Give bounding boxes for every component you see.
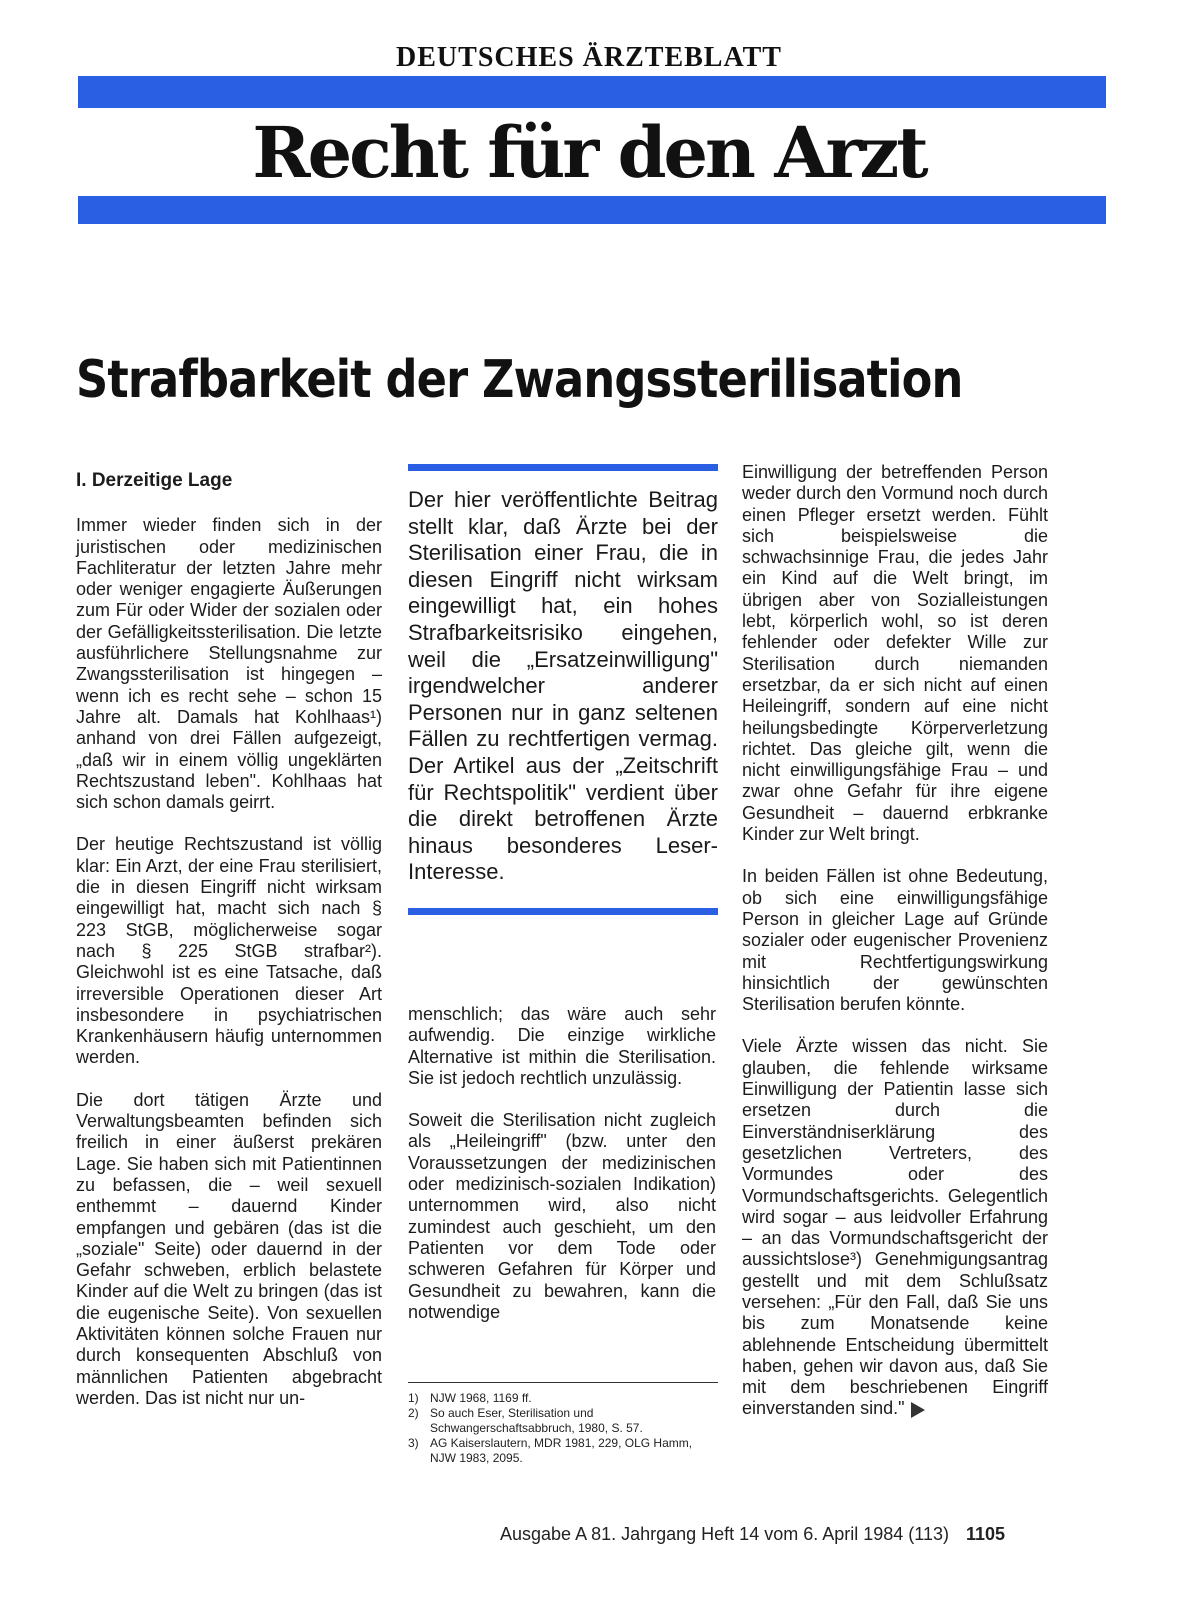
- page-number: 1105: [965, 1524, 1006, 1544]
- blurb-rule-top: [408, 464, 718, 471]
- footnote-text: AG Kaiserslautern, MDR 1981, 229, OLG Hamm, NJW 1983, 2095.: [430, 1436, 693, 1465]
- blue-band-top: [78, 76, 1106, 108]
- article-headline: Strafbarkeit der Zwangssterilisation: [76, 350, 963, 410]
- paragraph: Die dort tätigen Ärzte und Verwaltungsbeamten befinden sich freilich in einer äußerst prekären Lage. Sie haben sich mit Patientinnen zu befassen, die – weil sexuell enthemmt – dauernd Kinder empfangen und gebären (das ist die „soziale" Seite) oder dauernd in der Gefahr schweben, erblich belastete Kinder auf die Welt zu bringen (das ist die eugenische Seite). Von sexuellen Aktivitäten können solche Frauen nur durch konsequenten Abschluß von männlichen Patienten abgebracht werden. Das ist nicht nur un-: [76, 1089, 382, 1408]
- triangle-right-icon: [911, 1402, 925, 1418]
- footnote-number: 1): [408, 1391, 419, 1405]
- blurb-rule-bottom: [408, 908, 718, 915]
- footnote-number: 3): [408, 1436, 419, 1450]
- paragraph: Der heutige Rechtszustand ist völlig klar: Ein Arzt, der eine Frau sterilisiert, die in diesen Eingriff nicht wirksam eingewilligt hat, macht sich nach § 223 StGB, möglicherweise sogar nach § 225 StGB strafbar²). Gleichwohl ist es eine Tatsache, daß irreversible Operationen dieser Art insbesondere in psychiatrischen Krankenhäusern häufig unternommen werden.: [76, 834, 382, 1068]
- section-subhead: I. Derzeitige Lage: [76, 470, 233, 491]
- page-footer: [500, 1524, 1005, 1545]
- paragraph: [742, 1036, 1048, 1419]
- editorial-blurb: [408, 464, 718, 915]
- column-1: [76, 470, 382, 1430]
- issue-info: Ausgabe A 81. Jahrgang Heft 14 vom 6. April 1984 (113): [500, 1524, 949, 1544]
- column-3: [742, 462, 1048, 1441]
- footnote: [408, 1406, 718, 1436]
- paragraph-text: Viele Ärzte wissen das nicht. Sie glauben, die fehlende wirksame Einwilligung der Patientin lasse sich ersetzen durch die Einverständniserklärung des gesetzlichen Vertreters, des Vormundes oder des Vormundschaftsgerichts. Gelegentlich wird sogar – aus leidvoller Erfahrung – an das Vormundschaftsgericht der aussichtslose³) Genehmigungsantrag gestellt und mit dem Schlußsatz versehen: „Für den Fall, daß Sie uns bis zum Monatsende keine ablehnende Entscheidung übermittelt haben, gehen wir davon aus, daß Sie mit dem beschriebenen Eingriff einverstanden sind.": [742, 1036, 1048, 1419]
- paragraph: Einwilligung der betreffenden Person weder durch den Vormund noch durch einen Pfleger ersetzt werden. Fühlt sich beispielsweise die schwachsinnige Frau, die jedes Jahr ein Kind auf die Welt bringt, im übrigen aber von Sozialleistungen lebt, körperlich wohl, so ist deren fehlender oder defekter Wille zur Sterilisation durch niemanden ersetzbar, da er sich nicht auf einen Heileingriff, sondern auf eine nicht heilungsbedingte Körperverletzung richtet. Das gleiche gilt, wenn die nicht einwilligungsfähige Frau – und zwar ohne Gefahr für ihre eigene Gesundheit – dauernd erbkranke Kinder zur Welt bringt.: [742, 462, 1048, 845]
- footnote-text: So auch Eser, Sterilisation und Schwangerschaftsabbruch, 1980, S. 57.: [430, 1406, 643, 1435]
- footnote-text: NJW 1968, 1169 ff.: [430, 1391, 532, 1405]
- paragraph: Soweit die Sterilisation nicht zugleich als „Heileingriff" (bzw. unter den Voraussetzungen der medizinischen oder medizinisch-sozialen Indikation) unternommen wird, also nicht zumindest auch geschieht, um den Patienten vor dem Tode oder schweren Gefahren für Körper und Gesundheit zu bewahren, kann die notwendige: [408, 1110, 716, 1322]
- column-2: [408, 1004, 716, 1344]
- footnote: [408, 1391, 718, 1406]
- masthead: DEUTSCHES ÄRZTEBLATT: [396, 42, 782, 73]
- footnote-number: 2): [408, 1406, 419, 1420]
- footnote: [408, 1436, 718, 1466]
- blurb-text: Der hier veröffentlichte Beitrag stellt klar, daß Ärzte bei der Sterilisation einer Frau, die in diesen Eingriff nicht wirksam eingewilligt hat, ein hohes Strafbarkeitsrisiko eingehen, weil die „Ersatzeinwilligung" irgendwelcher anderer Personen nur in ganz seltenen Fällen zu rechtfertigen vermag. Der Artikel aus der „Zeitschrift für Rechtspolitik" verdient über die direkt betroffenen Ärzte hinaus besonderes Leser-Interesse.: [408, 487, 718, 885]
- paragraph: Immer wieder finden sich in der juristischen oder medizinischen Fachliteratur der letzten Jahre mehr oder weniger engagierte Äußerungen zum Für oder Wider der sozialen oder der Gefälligkeitssterilisation. Die letzte ausführlichere Stellungsnahme zur Zwangssterilisation ist hingegen – wenn ich es recht sehe – schon 15 Jahre alt. Damals hat Kohlhaas¹) anhand von drei Fällen aufgezeigt, „daß wir in einem völlig ungeklärten Rechtszustand leben". Kohlhaas hat sich schon damals geirrt.: [76, 515, 382, 813]
- paragraph: In beiden Fällen ist ohne Bedeutung, ob sich eine einwilligungsfähige Person in gleicher Lage auf Gründe sozialer oder eugenischer Provenienz mit Rechtfertigungswirkung hinsichtlich der gewünschten Sterilisation berufen könnte.: [742, 866, 1048, 1015]
- paragraph: menschlich; das wäre auch sehr aufwendig. Die einzige wirkliche Alternative ist mithin die Sterilisation. Sie ist jedoch rechtlich unzulässig.: [408, 1004, 716, 1088]
- footnotes: [408, 1382, 718, 1466]
- section-title: Recht für den Arzt: [252, 111, 926, 194]
- blue-band-bottom: [78, 196, 1106, 224]
